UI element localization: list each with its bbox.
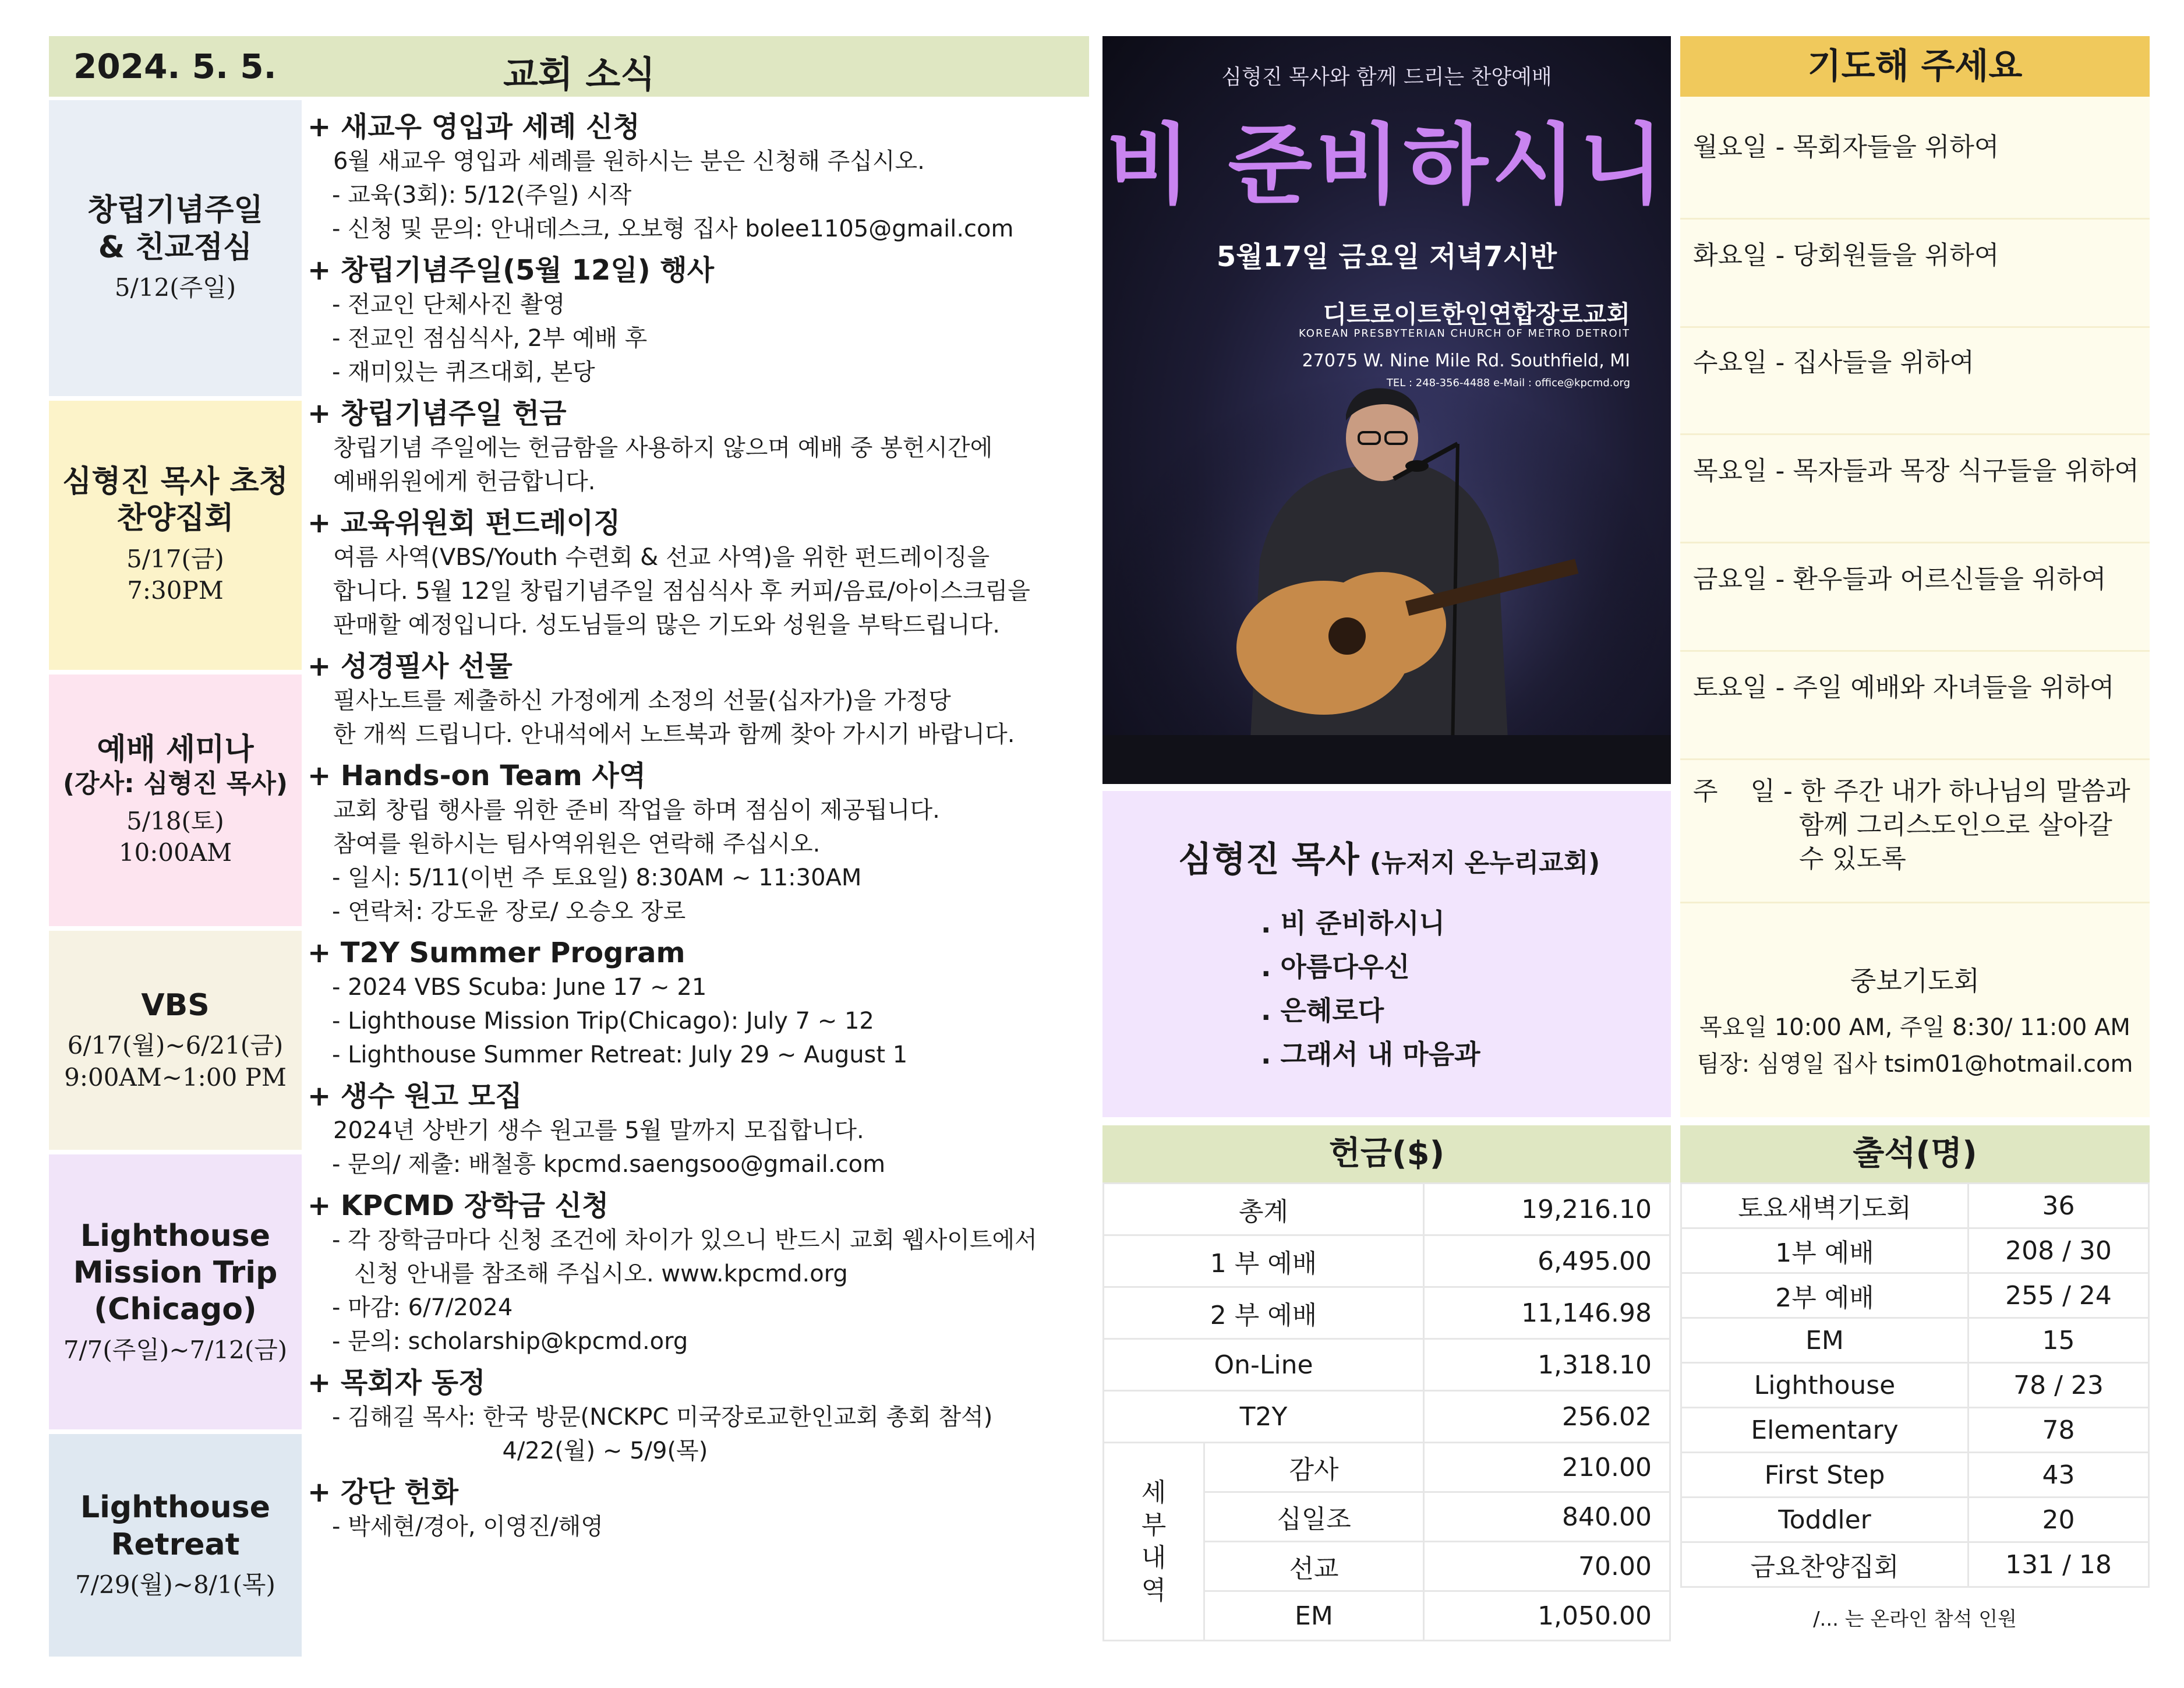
news-detail-line: - 김해길 목사: 한국 방문(NCKPC 미국장로교한인교회 총회 참석) 4/22(월) ~ 5/9(목): [332, 1404, 993, 1464]
pastor-church: (뉴저지 온누리교회): [1369, 848, 1600, 878]
offering-detail-name: 십일조: [1204, 1492, 1424, 1542]
song-item: . 은혜로다: [1261, 995, 1384, 1026]
poster-title: 비 준비하시니: [1106, 115, 1667, 216]
news-detail-line: - 박세현/경아, 이영진/해영: [332, 1513, 603, 1540]
attendance-row: [1681, 1408, 2149, 1453]
attendance-count: 208 / 30: [1969, 1228, 2149, 1273]
offering-detail-label: 세 부 내 역: [1104, 1443, 1204, 1641]
attendance-count: 78: [1969, 1408, 2149, 1453]
prayer-item: 토요일 - 주일 예배와 자녀들을 위하여: [1693, 673, 2115, 702]
intercession-title: 중보기도회: [1850, 965, 1980, 997]
event-title: 창립기념주일 & 친교점심: [87, 193, 263, 265]
news-detail-line: - 신청 및 문의: 안내데스크, 오보형 집사 bolee1105@gmail.com: [332, 216, 1014, 242]
attendance-count: 36: [1969, 1184, 2149, 1228]
attendance-row: [1681, 1542, 2149, 1587]
news-detail-line: - 2024 VBS Scuba: June 17 ~ 21: [332, 974, 707, 1001]
news-detail-line: - 각 장학금마다 신청 조건에 차이가 있으니 반드시 교회 웹사이트에서 신청 안내를 참조해 주십시오. www.kpcmd.org: [332, 1227, 1037, 1287]
news-item: [308, 1188, 1082, 1358]
bulletin-title: 교회 소식: [503, 53, 656, 96]
prayer-item: 금요일 - 환우들과 어르신들을 위하여: [1693, 564, 2107, 594]
prayer-item: 월요일 - 목회자들을 위하여: [1693, 132, 1999, 162]
offering-row: [1104, 1391, 1670, 1443]
news-heading: + 새교우 영입과 세례 신청: [308, 111, 640, 143]
news-detail-line: - Lighthouse Summer Retreat: July 29 ~ August 1: [332, 1041, 908, 1068]
prayer-header: 기도해 주세요: [1680, 36, 2150, 97]
news-heading: + 생수 원고 모집: [308, 1080, 522, 1113]
news-detail-line: - 문의: scholarship@kpcmd.org: [332, 1328, 688, 1355]
prayer-item: 주 일 - 한 주간 내가 하나님의 말씀과 함께 그리스도인으로 살아갈 수 있도록: [1693, 776, 2130, 874]
news-item: [308, 1079, 1082, 1181]
song-item: . 비 준비하시니: [1261, 907, 1446, 939]
prayer-item: 수요일 - 집사들을 위하여: [1693, 348, 1974, 377]
offering-row: [1104, 1287, 1670, 1339]
attendance-row: [1681, 1228, 2149, 1273]
news-item: [308, 506, 1082, 642]
news-detail-line: - 교육(3회): 5/12(주일) 시작: [332, 182, 632, 209]
news-column: [308, 110, 1082, 1551]
event-box: [49, 100, 302, 396]
poster-address: 27075 W. Nine Mile Rd. Southfield, MI: [1302, 351, 1630, 371]
attendance-count: 78 / 23: [1969, 1363, 2149, 1408]
attendance-label: 1부 예배: [1681, 1228, 1969, 1273]
news-heading: + KPCMD 장학금 신청: [308, 1189, 609, 1222]
event-date: 6/17(월)~6/21(금) 9:00AM~1:00 PM: [64, 1031, 287, 1092]
event-title: Lighthouse Retreat: [80, 1490, 271, 1562]
offering-row: [1104, 1235, 1670, 1287]
offering-detail-row: [1104, 1443, 1670, 1492]
event-box: [49, 675, 302, 926]
offering-table: [1102, 1182, 1671, 1641]
prayer-divider: [1680, 650, 2150, 652]
news-item: [308, 1475, 1082, 1544]
poster-subtitle: 심형진 목사와 함께 드리는 찬양예배: [1221, 65, 1552, 89]
news-item: [308, 758, 1082, 928]
attendance-row: [1681, 1498, 2149, 1542]
offering-amount: 1,318.10: [1424, 1339, 1670, 1391]
prayer-divider: [1680, 326, 2150, 328]
song-item: . 그래서 내 마음과: [1261, 1039, 1480, 1070]
pastor-name-text: 심형진 목사: [1178, 839, 1359, 880]
news-detail-line: - 전교인 단체사진 촬영: [332, 291, 566, 318]
event-box: [49, 401, 302, 670]
event-box: [49, 1154, 302, 1429]
news-body: 2024년 상반기 생수 원고를 5월 말까지 모집합니다.: [333, 1117, 864, 1144]
poster-contact: TEL : 248-356-4488 e-Mail : office@kpcmd.org: [1386, 377, 1630, 389]
intercession-leader: 팀장: 심영일 집사 tsim01@hotmail.com: [1697, 1051, 2133, 1078]
news-item: [308, 396, 1082, 499]
guest-pastor-box: [1102, 791, 1671, 1117]
news-detail-line: - 연락처: 강도윤 장로/ 오승오 장로: [332, 898, 686, 925]
event-title: Lighthouse Mission Trip (Chicago): [73, 1218, 278, 1327]
attendance-label: First Step: [1681, 1453, 1969, 1498]
attendance-row: [1681, 1318, 2149, 1363]
prayer-divider: [1680, 433, 2150, 435]
offering-label: 2 부 예배: [1104, 1287, 1424, 1339]
event-date: 7/29(월)~8/1(목): [75, 1570, 275, 1599]
attendance-count: 255 / 24: [1969, 1273, 2149, 1318]
attendance-count: 131 / 18: [1969, 1542, 2149, 1587]
prayer-list: [1680, 97, 2150, 1117]
offering-detail-amount: 70.00: [1424, 1542, 1670, 1591]
prayer-divider: [1680, 902, 2150, 903]
prayer-divider: [1680, 218, 2150, 220]
news-heading: + T2Y Summer Program: [308, 937, 685, 969]
intercession-info: [1680, 960, 2150, 1079]
poster-church-name: 디트로이트한인연합장로교회: [1323, 300, 1630, 329]
offering-amount: 6,495.00: [1424, 1235, 1670, 1287]
attendance-label: Lighthouse: [1681, 1363, 1969, 1408]
guest-pastor-name: [1178, 832, 1600, 882]
news-heading: + 창립기념주일(5월 12일) 행사: [308, 254, 715, 287]
attendance-table: [1680, 1182, 2150, 1588]
offering-label: T2Y: [1104, 1391, 1424, 1443]
news-heading: + 성경필사 선물: [308, 650, 513, 683]
offering-row: [1104, 1184, 1670, 1235]
concert-poster: [1102, 36, 1671, 784]
event-date: 5/12(주일): [114, 273, 236, 302]
attendance-row: [1681, 1453, 2149, 1498]
news-item: [308, 1365, 1082, 1468]
attendance-row: [1681, 1184, 2149, 1228]
event-box: [49, 931, 302, 1150]
offering-label: 총계: [1104, 1184, 1424, 1235]
attendance-row: [1681, 1363, 2149, 1408]
attendance-count: 43: [1969, 1453, 2149, 1498]
attendance-label: 금요찬양집회: [1681, 1542, 1969, 1587]
news-detail-line: - 재미있는 퀴즈대회, 본당: [332, 359, 595, 386]
news-body: 여름 사역(VBS/Youth 수련회 & 선교 사역)을 위한 펀드레이징을 합니다. 5월 12일 창립기념주일 점심식사 후 커피/음료/아이스크림을 판매할 예정입니다. 성도님들의 많은 기도와 성원을 부탁드립니다.: [333, 544, 1030, 638]
news-detail-line: - 문의/ 제출: 배철흥 kpcmd.saengsoo@gmail.com: [332, 1151, 886, 1178]
offering-amount: 19,216.10: [1424, 1184, 1670, 1235]
attendance-label: Toddler: [1681, 1498, 1969, 1542]
news-item: [308, 649, 1082, 751]
song-item: . 아름다우신: [1261, 951, 1410, 983]
event-date: 5/17(금) 7:30PM: [126, 544, 224, 605]
offering-detail-name: 선교: [1204, 1542, 1424, 1591]
intercession-time: 목요일 10:00 AM, 주일 8:30/ 11:00 AM: [1699, 1014, 2130, 1041]
offering-detail-name: 감사: [1204, 1443, 1424, 1492]
bulletin-header: [49, 36, 1089, 97]
attendance-row: [1681, 1273, 2149, 1318]
news-body: 필사노트를 제출하신 가정에게 소정의 선물(십자가)을 가정당 한 개씩 드립니다. 안내석에서 노트북과 함께 찾아 가시기 바랍니다.: [333, 687, 1015, 748]
offering-amount: 256.02: [1424, 1391, 1670, 1443]
news-heading: + 목회자 동정: [308, 1366, 486, 1399]
offering-detail-amount: 840.00: [1424, 1492, 1670, 1542]
event-subtitle: (강사: 심형진 목사): [63, 768, 288, 799]
news-body: 6월 새교우 영입과 세례를 원하시는 분은 신청해 주십시오.: [333, 148, 925, 175]
song-list: [1261, 902, 1480, 1076]
news-detail-line: - Lighthouse Mission Trip(Chicago): July 7 ~ 12: [332, 1008, 874, 1034]
attendance-note: /... 는 온라인 참석 인원: [1813, 1608, 2017, 1631]
attendance-count: 15: [1969, 1318, 2149, 1363]
event-title: VBS: [141, 987, 210, 1023]
offering-label: On-Line: [1104, 1339, 1424, 1391]
event-title: 예배 세미나: [97, 732, 254, 768]
news-heading: + Hands-on Team 사역: [308, 760, 646, 792]
news-item: [308, 253, 1082, 389]
news-heading: + 교육위원회 펀드레이징: [308, 507, 621, 539]
offering-header: 헌금($): [1102, 1125, 1671, 1182]
attendance-count: 20: [1969, 1498, 2149, 1542]
news-body: 교회 창립 행사를 위한 준비 작업을 하며 점심이 제공됩니다. 참여를 원하시는 팀사역위원은 연락해 주십시오.: [333, 797, 940, 857]
poster-datetime: 5월17일 금요일 저녁7시반: [1216, 241, 1557, 273]
poster-church-name-en: KOREAN PRESBYTERIAN CHURCH OF METRO DETROIT: [1298, 327, 1630, 340]
event-date: 5/18(토) 10:00AM: [118, 806, 232, 867]
attendance-label: EM: [1681, 1318, 1969, 1363]
prayer-divider: [1680, 542, 2150, 543]
news-body: 창립기념 주일에는 헌금함을 사용하지 않으며 예배 중 봉헌시간에 예배위원에게 헌금합니다.: [333, 435, 993, 495]
prayer-item: 목요일 - 목자들과 목장 식구들을 위하여: [1693, 456, 2139, 486]
offering-amount: 11,146.98: [1424, 1287, 1670, 1339]
news-item: [308, 935, 1082, 1072]
event-box: [49, 1434, 302, 1657]
prayer-item: 화요일 - 당회원들을 위하여: [1693, 241, 1999, 270]
prayer-divider: [1680, 758, 2150, 760]
offering-detail-amount: 210.00: [1424, 1443, 1670, 1492]
event-title: 심형진 목사 초청 찬양집회: [62, 464, 288, 536]
attendance-label: 토요새벽기도회: [1681, 1184, 1969, 1228]
offering-detail-name: EM: [1204, 1591, 1424, 1641]
offering-detail-amount: 1,050.00: [1424, 1591, 1670, 1641]
offering-row: [1104, 1339, 1670, 1391]
news-heading: + 강단 헌화: [308, 1476, 459, 1509]
news-detail-line: - 일시: 5/11(이번 주 토요일) 8:30AM ~ 11:30AM: [332, 864, 862, 891]
offering-label: 1 부 예배: [1104, 1235, 1424, 1287]
attendance-label: 2부 예배: [1681, 1273, 1969, 1318]
bulletin-date: 2024. 5. 5.: [73, 47, 277, 86]
news-heading: + 창립기념주일 헌금: [308, 397, 567, 430]
attendance-label: Elementary: [1681, 1408, 1969, 1453]
event-date: 7/7(주일)~7/12(금): [63, 1335, 288, 1364]
news-detail-line: - 전교인 점심식사, 2부 예배 후: [332, 325, 648, 352]
news-detail-line: - 마감: 6/7/2024: [332, 1294, 513, 1321]
attendance-header: 출석(명): [1680, 1125, 2150, 1182]
news-item: [308, 110, 1082, 246]
